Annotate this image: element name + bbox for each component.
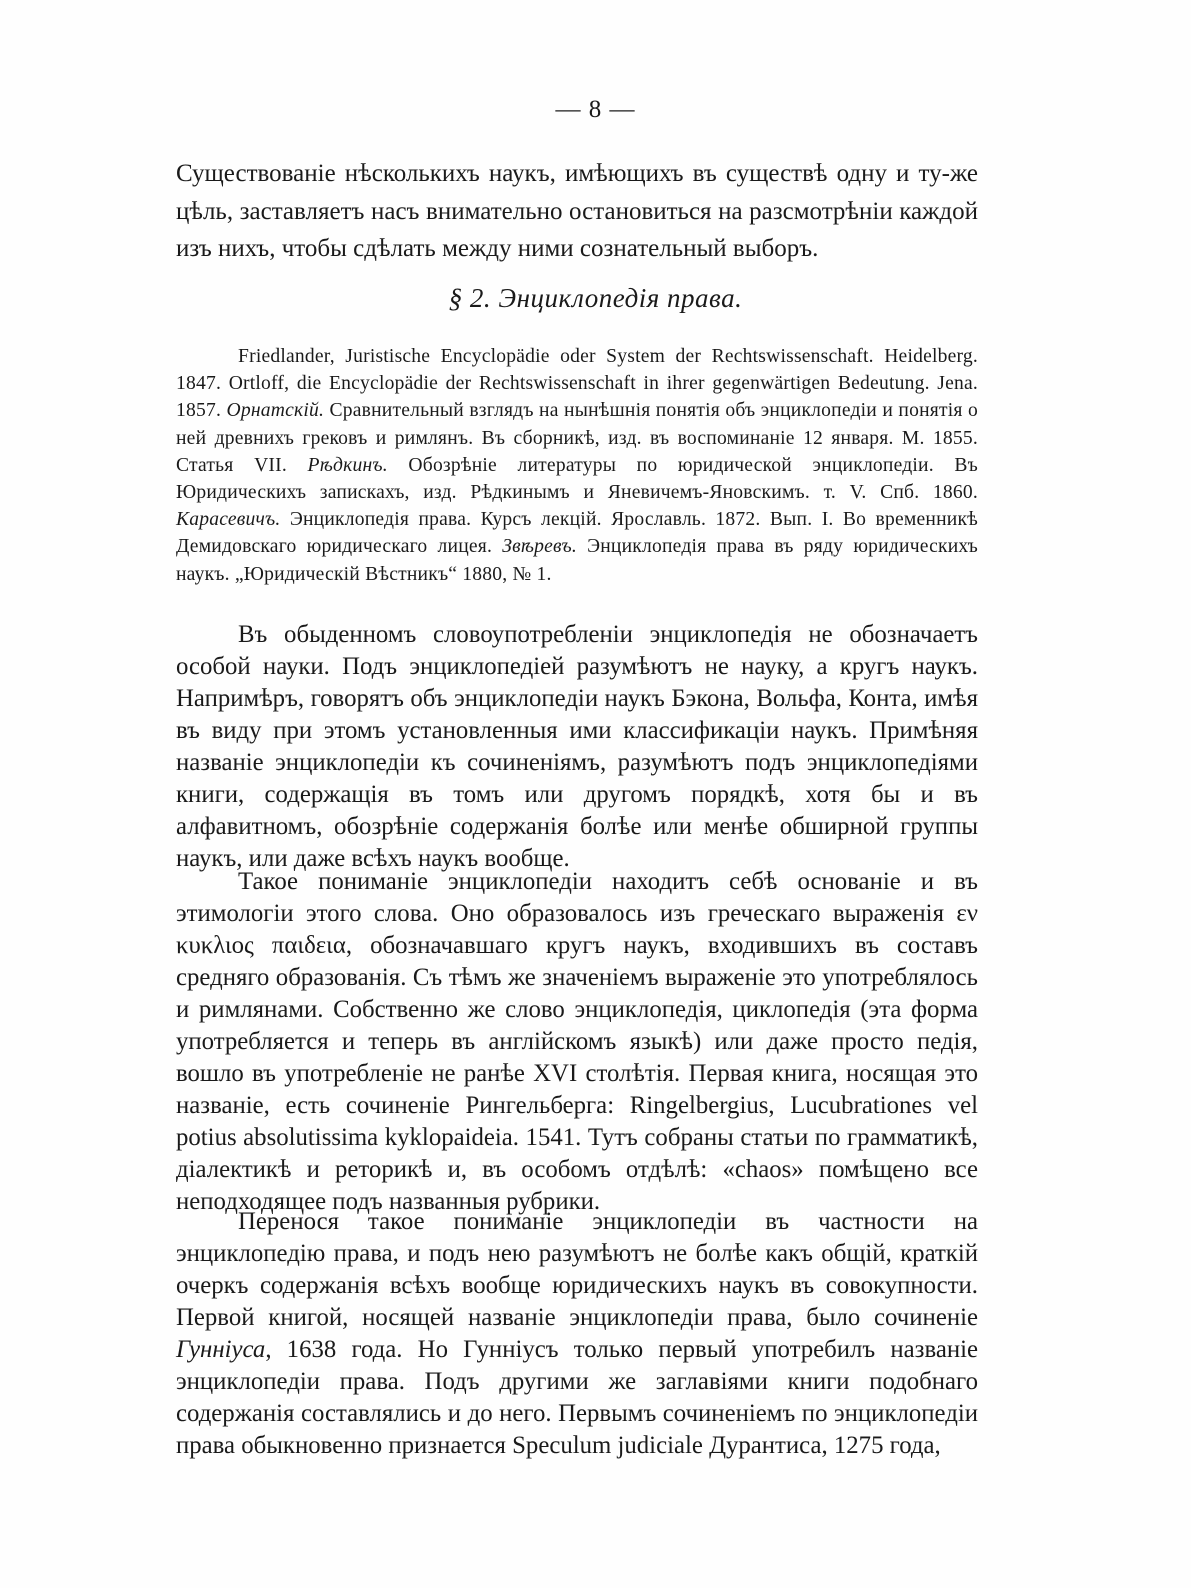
body-text: Перенося такое пониманіе энциклопедіи въ частности на энциклопедію права, и подъ нею разумѣютъ не болѣе какъ общій, краткій очеркъ содержанія всѣхъ вообще юридическихъ наукъ въ совокупности. Первой книгой, носящей названіе энциклопедіи права, было сочиненіе: [176, 1208, 978, 1331]
bibliography-text: Энциклопедія права въ ряду юридическихъ наукъ. „Юридическій Вѣстникъ“ 1880, № 1.: [176, 536, 979, 585]
body-paragraph: [176, 1206, 978, 1462]
author-name: Гунніуса: [176, 1336, 266, 1363]
bibliography-author: Орнатскій.: [226, 400, 325, 422]
bibliography-text: Сравнительный взглядъ на нынѣшнія понятія объ энциклопедіи и понятія о ней древнихъ грековъ и римлянъ. Въ сборникѣ, изд. въ воспоминаніе 12 января. М. 1855. Статья VII.: [176, 400, 978, 476]
section-heading: § 2. Энциклопедія права.: [448, 283, 743, 313]
bibliography-text: Энциклопедія права. Курсъ лекцій. Ярославль. 1872. Вып. I. Во временникѣ Демидовскаго юридическаго лицея.: [176, 509, 978, 558]
bibliography: [176, 343, 978, 588]
body-paragraph: Такое пониманіе энциклопедіи находитъ себѣ основаніе и въ этимологіи этого слова. Оно образовалось изъ греческаго выраженія εν κυκλιος παιδεια, обозначавшаго кругъ наукъ, входившихъ въ составъ средняго образованія. Съ тѣмъ же значеніемъ выраженіе это употреблялось и римлянами. Собственно же слово энциклопедія, циклопедія (эта форма употребляется и теперь въ англійскомъ языкѣ) или даже просто педія, вошло въ употребленіе не ранѣе XVI столѣтія. Первая книга, носящая это названіе, есть сочиненіе Рингельберга: Ringelbergius, Lucubrationes vel potius absolutissima kyklopaideia. 1541. Тутъ собраны статьи по грамматикѣ, діалектикѣ и реторикѣ и, въ особомъ отдѣлѣ: «chaos» помѣщено все неподходящее подъ названныя рубрики.: [176, 868, 978, 1215]
bibliography-author: Карасевичъ.: [176, 509, 281, 531]
bibliography-text: Обозрѣніе литературы по юридической энциклопедіи. Въ Юридическихъ запискахъ, изд. Рѣдкинымъ и Яневичемъ-Яновскимъ. т. V. Спб. 1860.: [176, 454, 978, 504]
body-paragraph: Въ обыденномъ словоупотребленіи энциклопедія не обозначаетъ особой науки. Подъ энциклопедіей разумѣютъ не науку, а кругъ наукъ. Напримѣръ, говорятъ объ энциклопедіи наукъ Бэкона, Вольфа, Конта, имѣя въ виду при этомъ установленныя ими классификаціи наукъ. Примѣняя названіе энциклопедіи къ сочиненіямъ, разумѣютъ подъ энциклопедіями книги, содержащія въ томъ или другомъ порядкѣ, хотя бы и въ алфавитномъ, обозрѣніе содержанія болѣе или менѣе обширной группы наукъ, или даже всѣхъ наукъ вообще.: [176, 621, 978, 872]
intro-paragraph: Существованіе нѣсколькихъ наукъ, имѣющихъ въ существѣ одну и ту-же цѣль, заставляетъ насъ внимательно остановиться на разсмотрѣніи каждой изъ нихъ, чтобы сдѣлать между ними сознательный выборъ.: [176, 160, 978, 262]
bibliography-text: Friedlander, Juristische Encyclopädie oder System der Rechtswissenschaft. Heidelberg. 1847. Ortloff, die Encyclopädie der Rechtswissenschaft in ihrer gegenwärtigen Bedeutung. Jena. 1857.: [176, 346, 978, 422]
bibliography-author: Рѣдкинъ.: [307, 454, 388, 476]
body-text: , 1638 года. Но Гунніусъ только первый употребилъ названіе энциклопедіи права. Подъ другими же заглавіями книги подобнаго содержанія составлялись и до него. Первымъ сочиненіемъ по энциклопедіи права обыкновенно признается Speculum judiciale Дурантиса, 1275 года,: [176, 1336, 978, 1459]
page-number: — 8 —: [555, 96, 636, 123]
bibliography-author: Звѣревъ.: [502, 536, 577, 558]
